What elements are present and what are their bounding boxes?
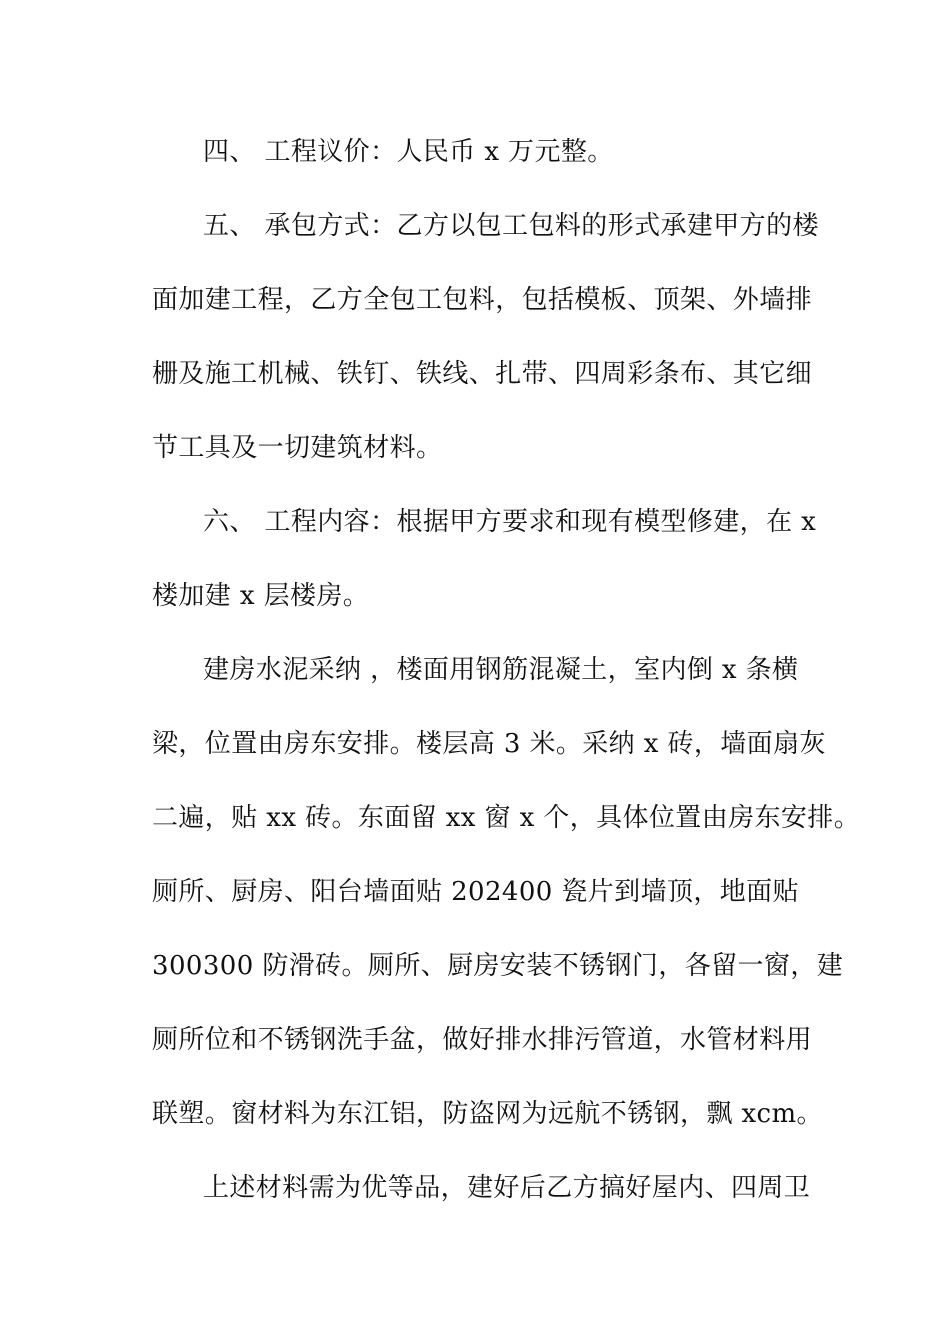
construction-paragraph-line-6: 厕所位和不锈钢洗手盆，做好排水排污管道，水管材料用 [152, 1025, 813, 1055]
paragraph-5-line-1: 五、 承包方式：乙方以包工包料的形式承建甲方的楼 [203, 211, 819, 241]
materials-paragraph-line-1: 上述材料需为优等品，建好后乙方搞好屋内、四周卫 [203, 1173, 811, 1203]
paragraph-6-line-2: 楼加建 x 层楼房。 [152, 581, 370, 611]
construction-paragraph-line-1: 建房水泥采纳 ，楼面用钢筋混凝土，室内倒 x 条横 [203, 655, 799, 685]
construction-paragraph-line-5: 300300 防滑砖。厕所、厨房安装不锈钢门，各留一窗，建 [152, 951, 844, 981]
construction-paragraph-line-4: 厕所、厨房、阳台墙面贴 202400 瓷片到墙顶，地面贴 [152, 877, 799, 907]
paragraph-5-line-3: 栅及施工机械、铁钉、铁线、扎带、四周彩条布、其它细 [152, 359, 813, 389]
paragraph-6-line-1: 六、 工程内容：根据甲方要求和现有模型修建，在 x [203, 507, 817, 537]
paragraph-5-line-2: 面加建工程，乙方全包工包料，包括模板、顶架、外墙排 [152, 285, 813, 315]
paragraph-5-line-4: 节工具及一切建筑材料。 [152, 433, 443, 463]
construction-paragraph-line-2: 梁，位置由房东安排。楼层高 3 米。采纳 x 砖，墙面扇灰 [152, 729, 826, 759]
construction-paragraph-line-3: 二遍，贴 xx 砖。东面留 xx 窗 x 个，具体位置由房东安排。 [152, 803, 861, 833]
paragraph-4-line-1: 四、 工程议价：人民币 x 万元整。 [203, 137, 614, 167]
construction-paragraph-line-7: 联塑。窗材料为东江铝，防盗网为远航不锈钢，飘 xcm。 [152, 1099, 823, 1129]
